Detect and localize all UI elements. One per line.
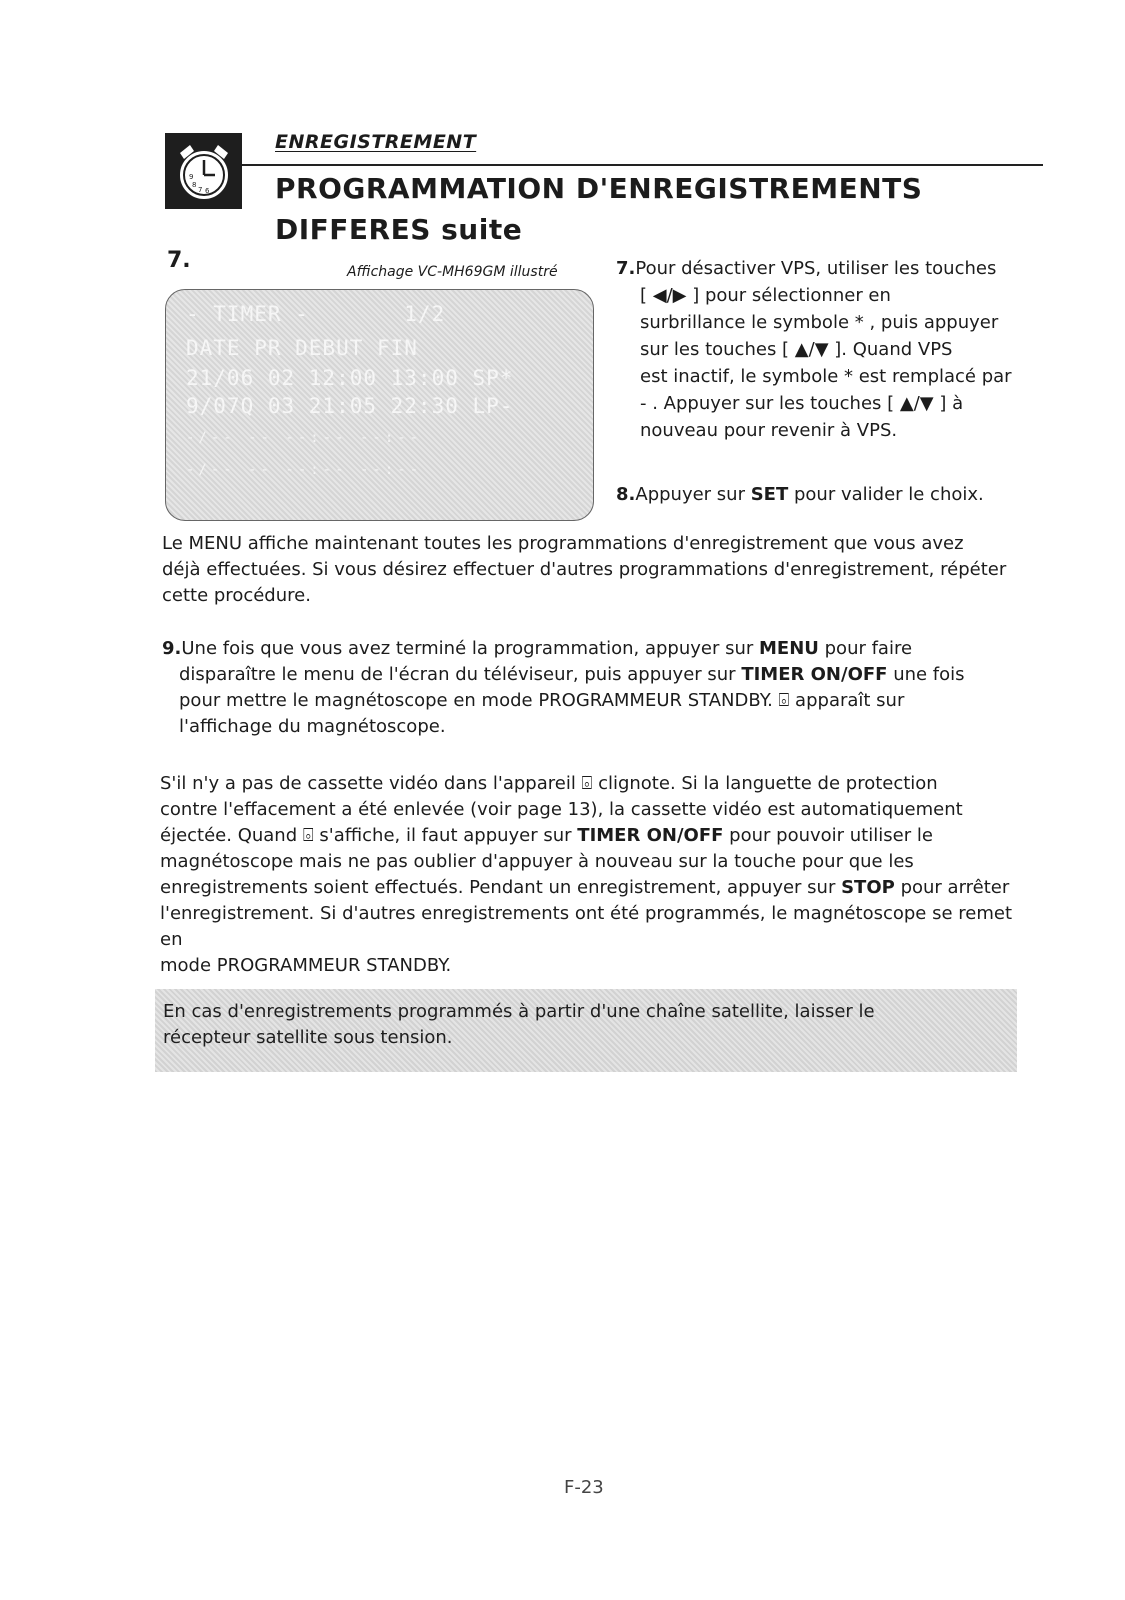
tv-screen-illustration <box>165 289 594 521</box>
page-number: F-23 <box>564 1477 604 1498</box>
header-rule <box>242 164 1043 166</box>
step9-instruction: 9.Une fois que vous avez terminé la programmation, appuyer sur MENU pour faire disparaître le menu de l'écran du téléviseur, puis appuyer sur TIMER ON/OFF une fois pour mettre le magnétoscope en mode PROGRAMMEUR STANDBY. ⌻ apparaît sur l'affichage du magnétoscope. <box>162 638 965 737</box>
svg-text:7: 7 <box>197 186 202 194</box>
osd-row: -/-- -- --:-- --:-- <box>186 430 423 446</box>
osd-row: DATE PR DEBUT FIN <box>186 336 418 360</box>
key-label: SET <box>750 484 789 505</box>
alarm-clock-icon <box>165 133 242 209</box>
osd-row: 9/07Q 03 21:05 22:30 LP- <box>186 394 514 418</box>
osd-row: 21/06 02 12:00 13:00 SP* <box>186 366 514 390</box>
instruction-line: - . Appuyer sur les touches [ ▲/▼ ] à <box>640 393 964 414</box>
instruction-line: est inactif, le symbole * est remplacé par <box>640 366 1012 387</box>
menu-paragraph: Le MENU affiche maintenant toutes les programmations d'enregistrement que vous avez déjà effectuées. Si vous désirez effectuer d'autres programmations d'enregistrement, répéter cette procédure. <box>162 533 1007 606</box>
note-text: En cas d'enregistrements programmés à partir d'une chaîne satellite, laisser le récepteur satellite sous tension. <box>163 1001 875 1048</box>
instruction-line: nouveau pour revenir à VPS. <box>640 420 898 441</box>
svg-text:9: 9 <box>188 173 193 181</box>
section-label: ENREGISTREMENT <box>275 131 477 153</box>
page-title: PROGRAMMATION D'ENREGISTREMENTS <box>275 172 923 205</box>
instruction-line: sur les touches [ ▲/▼ ]. Quand VPS <box>640 339 953 360</box>
page-subtitle: DIFFERES suite <box>275 213 523 246</box>
cassette-paragraph: S'il n'y a pas de cassette vidéo dans l'appareil ⌻ clignote. Si la languette de protection contre l'effacement a été enlevée (voir page 13), la cassette vidéo est automatiquement éjectée. Quand ⌻ s'affiche, il faut appuyer sur TIMER ON/OFF pour pouvoir utiliser le magnétoscope mais ne pas oublier d'appuyer à nouveau sur la touche pour que les enregistrements soient effectués. Pendant un enregistrement, appuyer sur STOP pour arrêter l'enregistrement. Si d'autres enregistrements ont été programmés, le magnétoscope se remet en mode PROGRAMMEUR STANDBY. <box>160 773 1013 976</box>
step-number: 7. <box>167 248 191 273</box>
step8-instruction: 8.Appuyer sur SET pour valider le choix. <box>616 484 984 505</box>
instruction-line: surbrillance le symbole * , puis appuyer <box>640 312 999 333</box>
osd-row: -/-- -- --:-- --:-- <box>186 462 423 478</box>
instruction-line: [ ◀/▶ ] pour sélectionner en <box>640 285 891 306</box>
instruction-line: 7.Pour désactiver VPS, utiliser les touches <box>616 258 997 279</box>
svg-text:6: 6 <box>204 187 209 195</box>
illustration-caption: Affichage VC-MH69GM illustré <box>347 264 558 280</box>
note-box <box>155 989 1017 1072</box>
step7-instruction <box>616 255 1036 444</box>
svg-text:8: 8 <box>191 181 196 189</box>
osd-row: - TIMER - 1/2 <box>186 302 446 326</box>
